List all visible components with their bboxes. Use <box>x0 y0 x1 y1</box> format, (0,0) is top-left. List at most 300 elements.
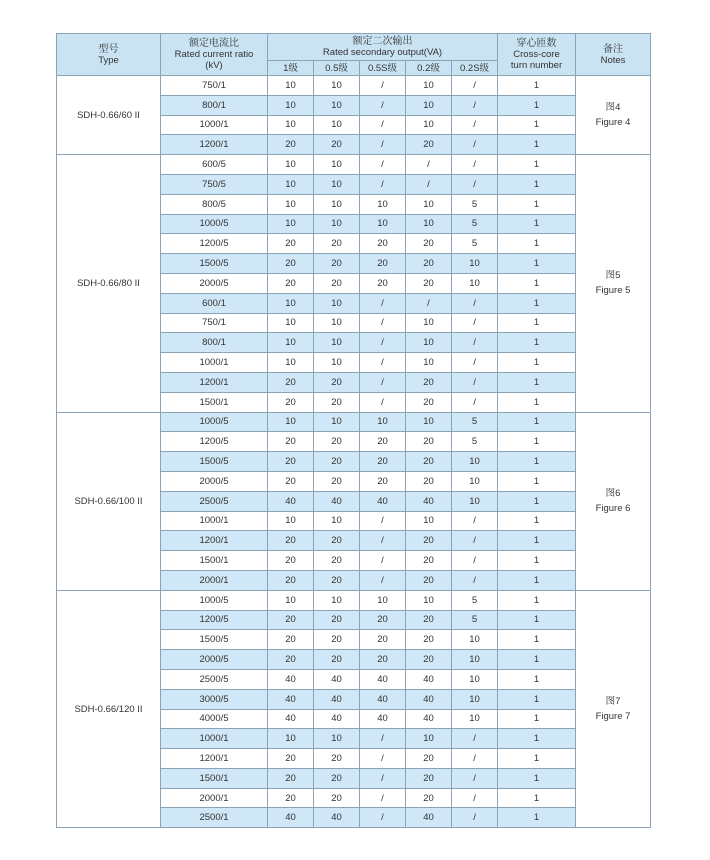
turn-number-cell: 1 <box>498 551 576 571</box>
type-cell: SDH-0.66/80 II <box>57 155 161 412</box>
output-cell: / <box>360 768 406 788</box>
output-cell: 10 <box>406 412 452 432</box>
turn-number-cell: 1 <box>498 570 576 590</box>
output-cell: 40 <box>406 709 452 729</box>
output-cell: 40 <box>314 491 360 511</box>
output-cell: / <box>406 174 452 194</box>
output-cell: / <box>360 155 406 175</box>
output-cell: 5 <box>452 214 498 234</box>
output-cell: 10 <box>360 412 406 432</box>
output-cell: 20 <box>406 768 452 788</box>
output-cell: 10 <box>314 76 360 96</box>
output-cell: / <box>452 293 498 313</box>
output-cell: / <box>360 570 406 590</box>
header-class: 1级 <box>268 61 314 76</box>
output-cell: 40 <box>314 669 360 689</box>
output-cell: 20 <box>406 570 452 590</box>
output-cell: 10 <box>314 155 360 175</box>
output-cell: 40 <box>314 689 360 709</box>
turn-number-cell: 1 <box>498 491 576 511</box>
output-cell: 20 <box>268 392 314 412</box>
output-cell: 20 <box>406 392 452 412</box>
output-cell: 10 <box>314 214 360 234</box>
output-cell: 20 <box>360 650 406 670</box>
output-cell: 20 <box>406 135 452 155</box>
table-row <box>57 590 651 610</box>
output-cell: 20 <box>314 749 360 769</box>
output-cell: 20 <box>268 531 314 551</box>
output-cell: 10 <box>452 689 498 709</box>
output-cell: 20 <box>406 531 452 551</box>
output-cell: / <box>452 353 498 373</box>
turn-number-cell: 1 <box>498 254 576 274</box>
table-row <box>57 155 651 175</box>
output-cell: 20 <box>406 551 452 571</box>
output-cell: 10 <box>314 412 360 432</box>
header-class: 0.2S级 <box>452 61 498 76</box>
output-cell: 20 <box>314 531 360 551</box>
output-cell: 10 <box>360 194 406 214</box>
header-class: 0.5S级 <box>360 61 406 76</box>
output-cell: 10 <box>268 155 314 175</box>
turn-number-cell: 1 <box>498 392 576 412</box>
output-cell: 10 <box>268 729 314 749</box>
output-cell: 20 <box>406 749 452 769</box>
output-cell: 10 <box>268 293 314 313</box>
output-cell: 40 <box>268 491 314 511</box>
output-cell: / <box>360 551 406 571</box>
type-cell: SDH-0.66/120 II <box>57 590 161 828</box>
output-cell: 10 <box>268 313 314 333</box>
turn-number-cell: 1 <box>498 531 576 551</box>
output-cell: / <box>360 392 406 412</box>
turn-number-cell: 1 <box>498 333 576 353</box>
output-cell: 10 <box>314 293 360 313</box>
output-cell: 20 <box>360 471 406 491</box>
turn-number-cell: 1 <box>498 76 576 96</box>
output-cell: / <box>360 333 406 353</box>
output-cell: 20 <box>268 650 314 670</box>
ratio-cell: 2000/1 <box>161 788 268 808</box>
output-cell: / <box>360 313 406 333</box>
output-cell: 20 <box>406 254 452 274</box>
output-cell: / <box>452 313 498 333</box>
turn-number-cell: 1 <box>498 412 576 432</box>
turn-number-cell: 1 <box>498 372 576 392</box>
turn-number-cell: 1 <box>498 749 576 769</box>
output-cell: 20 <box>314 135 360 155</box>
output-cell: 10 <box>406 313 452 333</box>
output-cell: / <box>452 155 498 175</box>
ratio-cell: 1200/5 <box>161 234 268 254</box>
turn-number-cell: 1 <box>498 293 576 313</box>
output-cell: 40 <box>360 689 406 709</box>
output-cell: 20 <box>314 471 360 491</box>
turn-number-cell: 1 <box>498 768 576 788</box>
output-cell: / <box>452 749 498 769</box>
output-cell: / <box>360 372 406 392</box>
turn-number-cell: 1 <box>498 214 576 234</box>
header-notes-zh: 备注 <box>603 43 624 55</box>
type-cell: SDH-0.66/60 II <box>57 76 161 155</box>
ratio-cell: 2000/5 <box>161 273 268 293</box>
output-cell: / <box>360 293 406 313</box>
output-cell: 10 <box>360 590 406 610</box>
output-cell: 10 <box>452 491 498 511</box>
output-cell: 20 <box>268 570 314 590</box>
turn-number-cell: 1 <box>498 194 576 214</box>
output-cell: 10 <box>268 214 314 234</box>
output-cell: 40 <box>314 808 360 828</box>
ratio-cell: 1500/1 <box>161 551 268 571</box>
ratio-cell: 1200/1 <box>161 135 268 155</box>
output-cell: 20 <box>314 273 360 293</box>
output-cell: 10 <box>406 194 452 214</box>
output-cell: 20 <box>360 452 406 472</box>
output-cell: 40 <box>360 709 406 729</box>
output-cell: / <box>360 76 406 96</box>
turn-number-cell: 1 <box>498 452 576 472</box>
output-cell: / <box>452 511 498 531</box>
ratio-cell: 750/1 <box>161 76 268 96</box>
turn-number-cell: 1 <box>498 313 576 333</box>
turn-number-cell: 1 <box>498 808 576 828</box>
header-type-en: Type <box>98 54 119 66</box>
output-cell: / <box>452 174 498 194</box>
output-cell: 20 <box>406 630 452 650</box>
table-row <box>57 76 651 96</box>
ratio-cell: 2500/5 <box>161 669 268 689</box>
output-cell: 10 <box>268 115 314 135</box>
output-cell: 10 <box>268 412 314 432</box>
ratio-cell: 1500/5 <box>161 630 268 650</box>
output-cell: 40 <box>360 669 406 689</box>
output-cell: 20 <box>268 254 314 274</box>
ratio-cell: 1200/5 <box>161 432 268 452</box>
output-cell: / <box>452 531 498 551</box>
output-cell: / <box>452 95 498 115</box>
output-cell: 40 <box>406 689 452 709</box>
output-cell: / <box>360 531 406 551</box>
turn-number-cell: 1 <box>498 174 576 194</box>
output-cell: 10 <box>452 254 498 274</box>
output-cell: 5 <box>452 432 498 452</box>
output-cell: 10 <box>452 471 498 491</box>
output-cell: 5 <box>452 234 498 254</box>
turn-number-cell: 1 <box>498 95 576 115</box>
output-cell: 20 <box>314 452 360 472</box>
notes-cell <box>576 76 651 155</box>
output-cell: 20 <box>314 570 360 590</box>
output-cell: 20 <box>314 254 360 274</box>
output-cell: 10 <box>314 174 360 194</box>
output-cell: / <box>452 788 498 808</box>
output-cell: / <box>406 293 452 313</box>
ratio-cell: 1000/1 <box>161 729 268 749</box>
header-cross-en1: Cross-core <box>513 49 560 60</box>
output-cell: 20 <box>360 254 406 274</box>
turn-number-cell: 1 <box>498 155 576 175</box>
output-cell: / <box>452 808 498 828</box>
output-cell: / <box>452 115 498 135</box>
output-cell: 20 <box>268 234 314 254</box>
ratio-cell: 1000/5 <box>161 590 268 610</box>
ratio-cell: 750/1 <box>161 313 268 333</box>
output-cell: 10 <box>314 333 360 353</box>
ratio-cell: 1200/1 <box>161 531 268 551</box>
header-ratio-unit: (kV) <box>205 60 223 71</box>
note-en: Figure 4 <box>595 117 631 129</box>
ratio-cell: 2500/5 <box>161 491 268 511</box>
ratio-cell: 2500/1 <box>161 808 268 828</box>
output-cell: 10 <box>268 194 314 214</box>
header-output-en: Rated secondary output(VA) <box>322 47 443 58</box>
turn-number-cell: 1 <box>498 353 576 373</box>
output-cell: 20 <box>314 650 360 670</box>
output-cell: / <box>360 788 406 808</box>
output-cell: 20 <box>360 610 406 630</box>
output-cell: 20 <box>268 372 314 392</box>
note-zh: 图4 <box>605 102 621 114</box>
output-cell: 10 <box>314 115 360 135</box>
output-cell: 10 <box>406 95 452 115</box>
output-cell: 40 <box>406 808 452 828</box>
output-cell: 20 <box>268 273 314 293</box>
note-zh: 图7 <box>605 696 621 707</box>
output-cell: 20 <box>360 273 406 293</box>
note-zh: 图6 <box>605 488 621 500</box>
output-cell: 10 <box>406 511 452 531</box>
output-cell: 20 <box>314 372 360 392</box>
header-notes <box>576 34 651 76</box>
output-cell: 5 <box>452 412 498 432</box>
ratio-cell: 1000/5 <box>161 214 268 234</box>
output-cell: 10 <box>268 590 314 610</box>
ratio-cell: 600/5 <box>161 155 268 175</box>
turn-number-cell: 1 <box>498 610 576 630</box>
output-cell: 20 <box>360 432 406 452</box>
turn-number-cell: 1 <box>498 630 576 650</box>
ratio-cell: 1500/1 <box>161 392 268 412</box>
output-cell: 10 <box>406 214 452 234</box>
output-cell: 20 <box>406 432 452 452</box>
note-en: Figure 6 <box>595 503 631 515</box>
output-cell: 10 <box>268 511 314 531</box>
output-cell: 20 <box>268 432 314 452</box>
output-cell: 20 <box>406 372 452 392</box>
output-cell: 10 <box>268 174 314 194</box>
ratio-cell: 1200/5 <box>161 610 268 630</box>
ratio-cell: 4000/5 <box>161 709 268 729</box>
table-row <box>57 412 651 432</box>
output-cell: 10 <box>268 76 314 96</box>
ratio-cell: 1000/5 <box>161 412 268 432</box>
output-cell: 10 <box>314 194 360 214</box>
ratio-cell: 800/1 <box>161 333 268 353</box>
header-output <box>268 34 498 61</box>
turn-number-cell: 1 <box>498 689 576 709</box>
output-cell: 10 <box>406 590 452 610</box>
ratio-cell: 1000/1 <box>161 115 268 135</box>
output-cell: / <box>452 551 498 571</box>
turn-number-cell: 1 <box>498 511 576 531</box>
header-cross-core <box>498 34 576 76</box>
output-cell: 20 <box>314 234 360 254</box>
output-cell: 10 <box>314 590 360 610</box>
output-cell: / <box>360 729 406 749</box>
spec-table <box>56 33 651 828</box>
output-cell: 20 <box>314 788 360 808</box>
output-cell: 20 <box>268 135 314 155</box>
output-cell: 40 <box>268 709 314 729</box>
output-cell: 20 <box>268 749 314 769</box>
output-cell: 20 <box>268 630 314 650</box>
header-type <box>57 34 161 76</box>
output-cell: / <box>360 353 406 373</box>
output-cell: 10 <box>360 214 406 234</box>
header-class: 0.2级 <box>406 61 452 76</box>
ratio-cell: 1500/5 <box>161 452 268 472</box>
output-cell: 10 <box>314 729 360 749</box>
output-cell: 10 <box>406 76 452 96</box>
turn-number-cell: 1 <box>498 135 576 155</box>
turn-number-cell: 1 <box>498 471 576 491</box>
output-cell: 20 <box>268 788 314 808</box>
ratio-cell: 1500/1 <box>161 768 268 788</box>
output-cell: 10 <box>452 630 498 650</box>
note-en: Figure 7 <box>595 711 631 722</box>
turn-number-cell: 1 <box>498 729 576 749</box>
turn-number-cell: 1 <box>498 709 576 729</box>
ratio-cell: 1200/1 <box>161 749 268 769</box>
output-cell: 10 <box>314 353 360 373</box>
output-cell: / <box>360 115 406 135</box>
output-cell: / <box>452 333 498 353</box>
output-cell: 20 <box>268 551 314 571</box>
output-cell: 10 <box>314 95 360 115</box>
ratio-cell: 2000/1 <box>161 570 268 590</box>
output-cell: 40 <box>268 808 314 828</box>
output-cell: 20 <box>268 768 314 788</box>
turn-number-cell: 1 <box>498 432 576 452</box>
output-cell: / <box>360 95 406 115</box>
output-cell: 20 <box>406 610 452 630</box>
output-cell: / <box>452 570 498 590</box>
output-cell: 20 <box>360 630 406 650</box>
output-cell: 40 <box>314 709 360 729</box>
note-zh: 图5 <box>605 270 621 282</box>
output-cell: 10 <box>452 650 498 670</box>
table-header <box>57 34 651 76</box>
output-cell: / <box>452 392 498 412</box>
output-cell: 40 <box>268 669 314 689</box>
turn-number-cell: 1 <box>498 115 576 135</box>
header-type-zh: 型号 <box>98 43 119 55</box>
turn-number-cell: 1 <box>498 788 576 808</box>
output-cell: 40 <box>360 491 406 511</box>
output-cell: 10 <box>452 709 498 729</box>
output-cell: 20 <box>314 630 360 650</box>
output-cell: 10 <box>406 115 452 135</box>
output-cell: 20 <box>406 650 452 670</box>
turn-number-cell: 1 <box>498 234 576 254</box>
turn-number-cell: 1 <box>498 590 576 610</box>
ratio-cell: 750/5 <box>161 174 268 194</box>
header-ratio-zh: 额定电流比 <box>189 38 239 49</box>
ratio-cell: 800/5 <box>161 194 268 214</box>
ratio-cell: 1200/1 <box>161 372 268 392</box>
output-cell: 10 <box>452 273 498 293</box>
ratio-cell: 2000/5 <box>161 471 268 491</box>
output-cell: 20 <box>268 610 314 630</box>
output-cell: / <box>360 135 406 155</box>
output-cell: 20 <box>406 788 452 808</box>
turn-number-cell: 1 <box>498 650 576 670</box>
output-cell: / <box>452 729 498 749</box>
output-cell: / <box>360 808 406 828</box>
output-cell: 20 <box>314 768 360 788</box>
output-cell: 10 <box>406 729 452 749</box>
header-ratio <box>161 34 268 76</box>
ratio-cell: 800/1 <box>161 95 268 115</box>
notes-cell <box>576 590 651 828</box>
ratio-cell: 3000/5 <box>161 689 268 709</box>
header-cross-en2: turn number <box>510 60 563 71</box>
header-output-zh: 额定二次输出 <box>352 36 413 47</box>
output-cell: 10 <box>452 669 498 689</box>
ratio-cell: 1000/1 <box>161 511 268 531</box>
output-cell: 20 <box>314 551 360 571</box>
output-cell: 40 <box>406 491 452 511</box>
ratio-cell: 600/1 <box>161 293 268 313</box>
header-class: 0.5级 <box>314 61 360 76</box>
output-cell: 10 <box>406 333 452 353</box>
output-cell: 20 <box>406 273 452 293</box>
output-cell: / <box>406 155 452 175</box>
output-cell: 10 <box>268 95 314 115</box>
output-cell: 20 <box>406 452 452 472</box>
output-cell: 40 <box>406 669 452 689</box>
turn-number-cell: 1 <box>498 273 576 293</box>
output-cell: / <box>452 768 498 788</box>
ratio-cell: 1500/5 <box>161 254 268 274</box>
header-notes-en: Notes <box>600 54 626 66</box>
output-cell: 20 <box>268 452 314 472</box>
output-cell: 10 <box>268 333 314 353</box>
output-cell: 20 <box>314 610 360 630</box>
output-cell: 20 <box>314 392 360 412</box>
output-cell: 5 <box>452 590 498 610</box>
output-cell: / <box>452 76 498 96</box>
output-cell: / <box>452 372 498 392</box>
output-cell: / <box>452 135 498 155</box>
spec-table-container <box>56 33 650 828</box>
ratio-cell: 1000/1 <box>161 353 268 373</box>
notes-cell <box>576 155 651 412</box>
output-cell: 20 <box>406 471 452 491</box>
turn-number-cell: 1 <box>498 669 576 689</box>
output-cell: 20 <box>360 234 406 254</box>
output-cell: 10 <box>268 353 314 373</box>
output-cell: 10 <box>452 452 498 472</box>
output-cell: 5 <box>452 610 498 630</box>
output-cell: 20 <box>268 471 314 491</box>
notes-cell <box>576 412 651 590</box>
output-cell: / <box>360 174 406 194</box>
type-cell: SDH-0.66/100 II <box>57 412 161 590</box>
output-cell: 40 <box>268 689 314 709</box>
output-cell: 5 <box>452 194 498 214</box>
